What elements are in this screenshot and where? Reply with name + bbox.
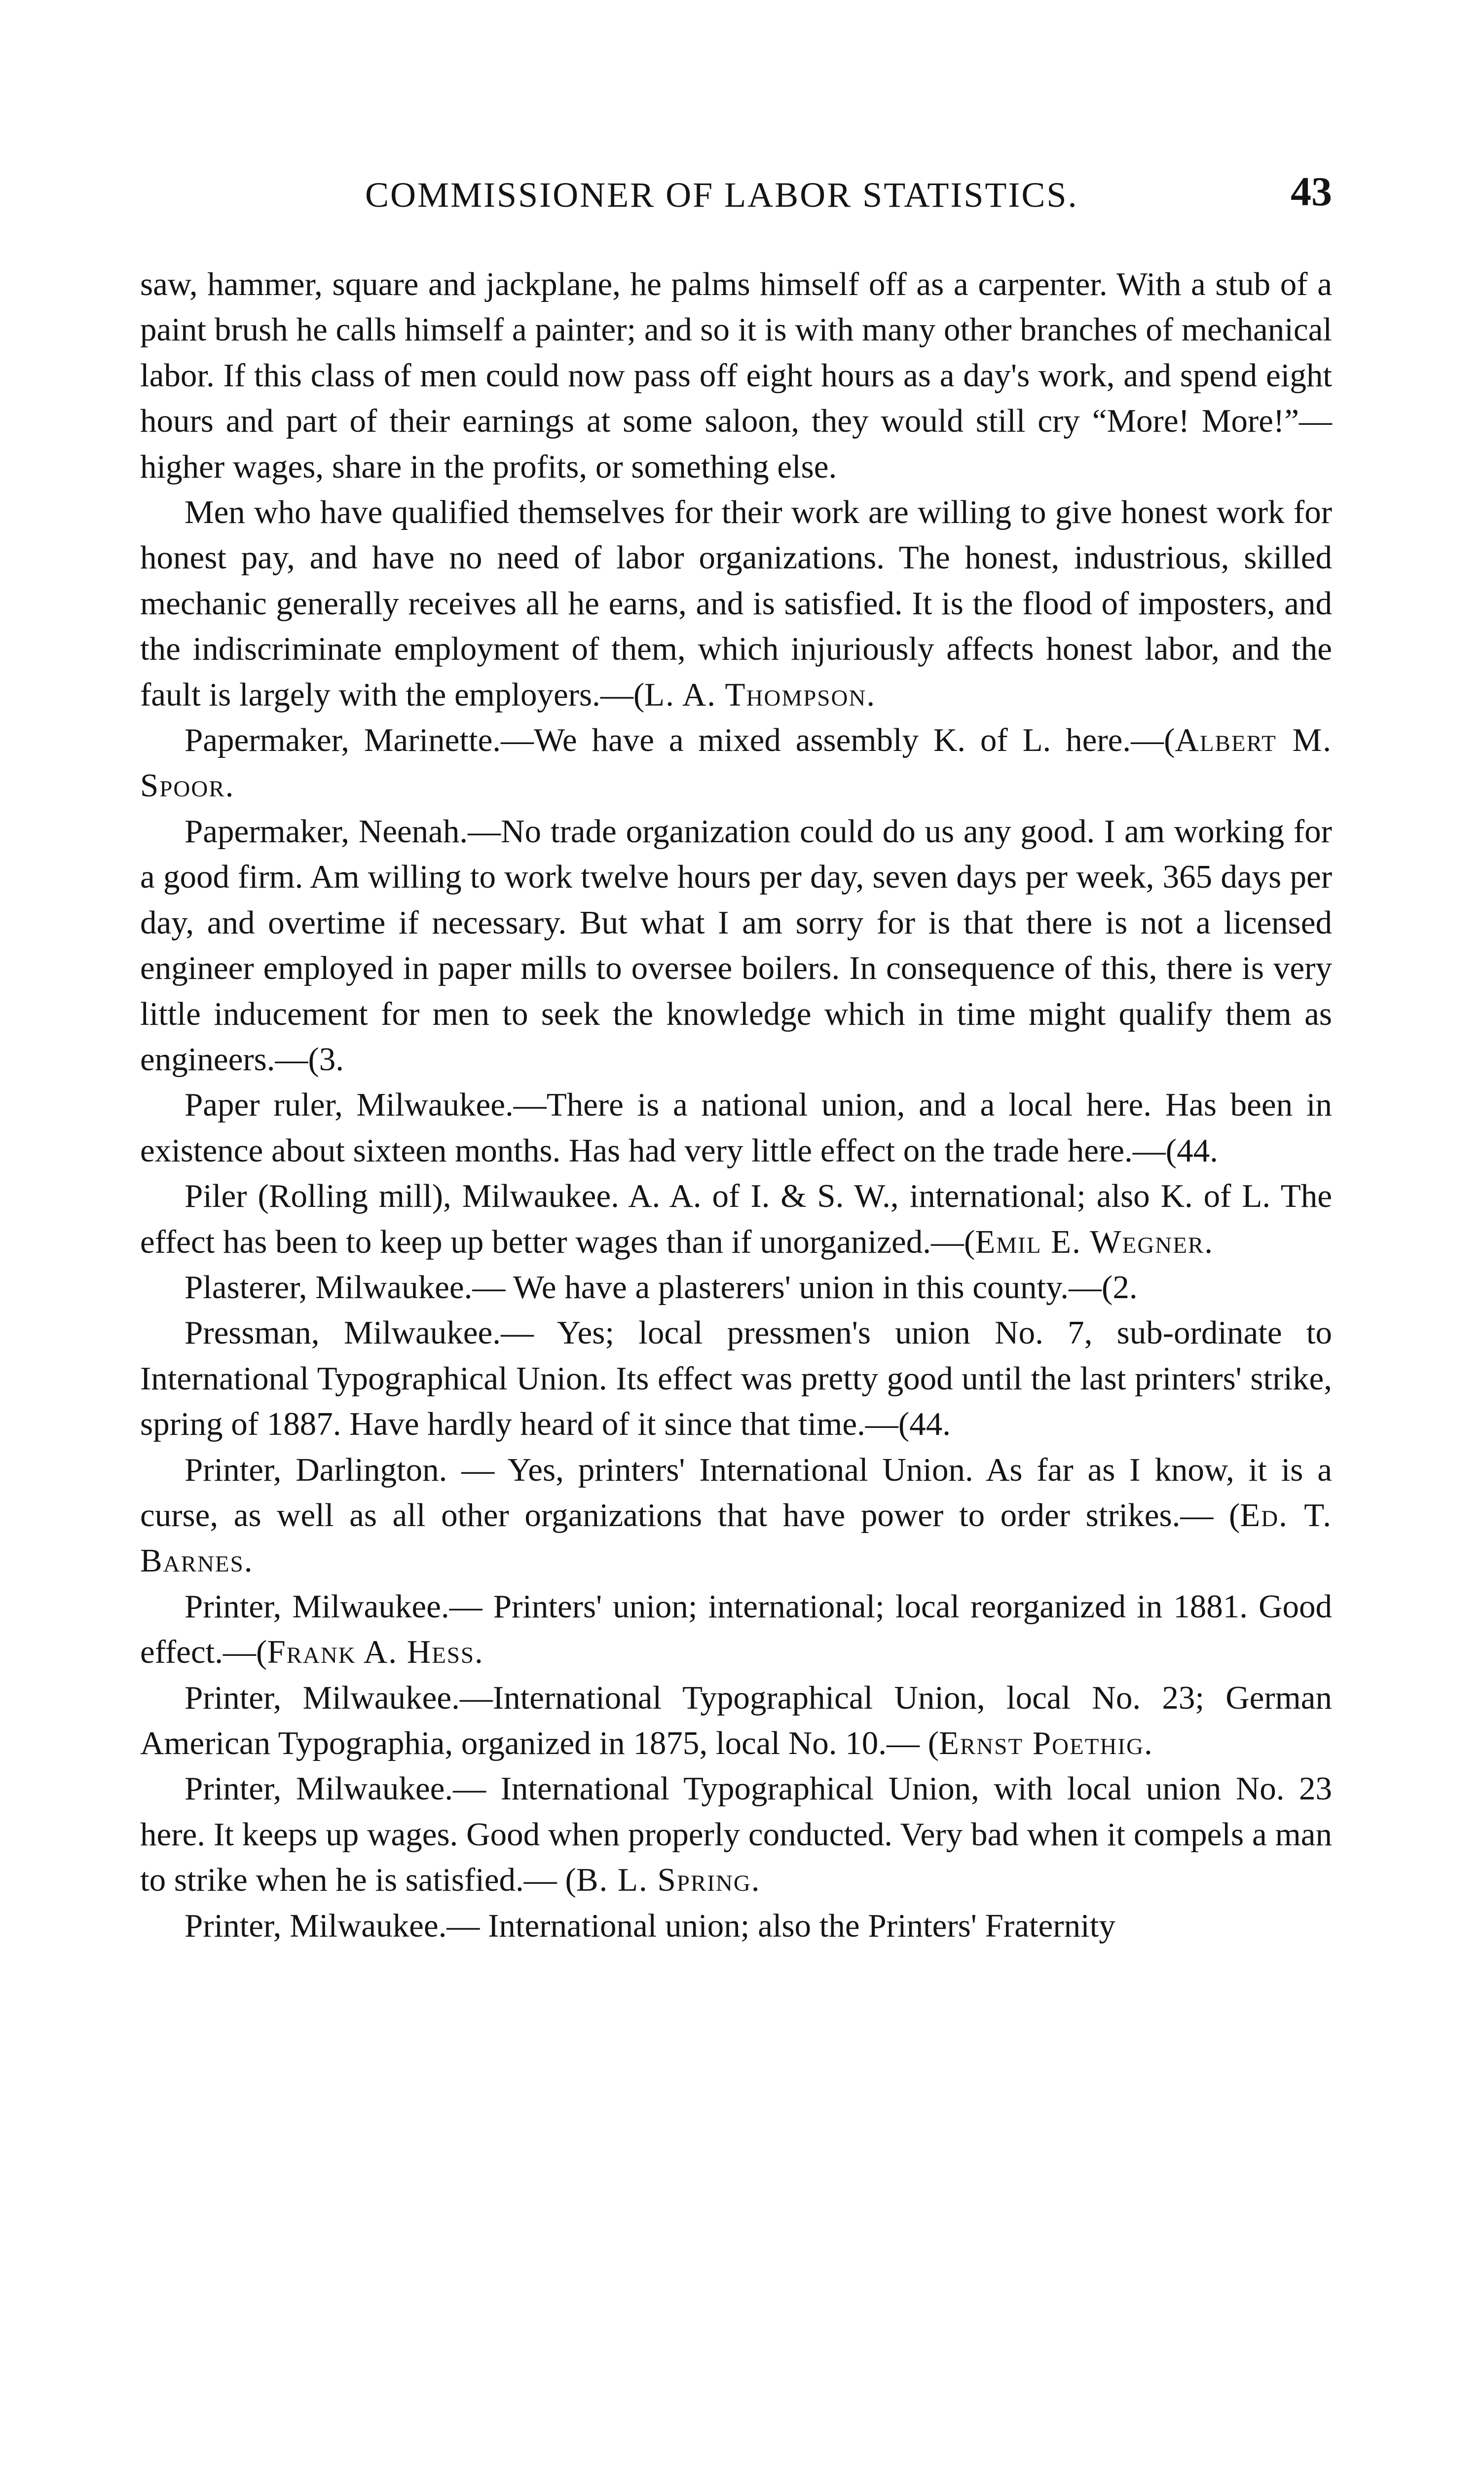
paragraph [140,1584,1332,1675]
paragraph-text: Pressman, Milwaukee.— Yes; local pressmen's union No. 7, sub-ordinate to International Typographical Union. Its effect was pretty good until the last printers' strike, spring of 1887. Have hardly heard of it since that time.—(44. [140,1314,1332,1443]
paragraph-text: Papermaker, Marinette.—We have a mixed assembly K. of L. here.—( [185,722,1175,759]
paragraph-continued [140,262,1332,489]
signature: B. L. Spring. [576,1862,761,1899]
signature: Ed. T. Barnes. [140,1496,1332,1579]
signature: Emil E. Wegner. [975,1223,1214,1260]
paragraph-text: Printer, Milwaukee.— International Typographical Union, with local union No. 23 here. It keeps up wages. Good when properly conducted. Very bad when it compels a man to strike when he is satisfied.— ( [140,1770,1332,1899]
paragraph-text: Papermaker, Neenah.—No trade organization could do us any good. I am working for a good firm. Am willing to work twelve hours per day, seven days per week, 365 days per day, and overtime if necessary. But what I am sorry for is that there is not a licensed engineer employed in paper mills to oversee boilers. In consequence of this, there is very little inducement for men to seek the knowledge which in time might qualify them as engineers.—(3. [140,813,1332,1078]
page-number: 43 [1291,169,1332,215]
paragraph [140,1310,1332,1447]
paragraph-text: Printer, Darlington. — Yes, printers' International Union. As far as I know, it is a curse, as well as all other organizations that have power to order strikes.— ( [140,1451,1332,1533]
paragraph [140,1766,1332,1903]
paragraph-text: Men who have qualified themselves for their work are willing to give honest work for honest pay, and have no need of labor organizations. The honest, industrious, skilled mechanic generally receives all he earns, and is satisfied. It is the flood of imposters, and the indiscriminate employment of them, which injuriously affects honest labor, and the fault is largely with the employers.—( [140,494,1332,713]
signature: L. A. Thompson. [644,676,876,713]
page-header [138,168,1332,227]
signature: Frank A. Hess. [267,1634,484,1671]
paragraph [140,1265,1332,1310]
paragraph-text: Printer, Milwaukee.—International Typographical Union, local No. 23; German American Typographia, organized in 1875, local No. 10.— ( [140,1679,1332,1761]
paragraph [140,1447,1332,1584]
paragraph [140,717,1332,809]
paragraph [140,1675,1332,1766]
body-text [140,262,1332,1948]
signature: Albert M. Spoor. [140,722,1332,804]
paragraph [140,1903,1332,1948]
paragraph-text: Printer, Milwaukee.— International union; also the Printers' Fraternity [185,1907,1115,1944]
running-title: COMMISSIONER OF LABOR STATISTICS. [365,175,1078,215]
paragraph-text: saw, hammer, square and jackplane, he palms himself off as a carpenter. With a stub of a paint brush he calls himself a painter; and so it is with many other branches of mechanical labor. If this class of men could now pass off eight hours as a day's work, and spend eight hours and part of their earnings at some saloon, they would still cry “More! More!”— higher wages, share in the profits, or something else. [140,266,1332,485]
paragraph [140,489,1332,717]
paragraph-text: Piler (Rolling mill), Milwaukee. A. A. of I. & S. W., international; also K. of L. The effect has been to keep up better wages than if unorganized.—( [140,1178,1332,1260]
paragraph-text: Printer, Milwaukee.— Printers' union; international; local reorganized in 1881. Good effect.—( [140,1588,1332,1671]
paragraph-text: Paper ruler, Milwaukee.—There is a national union, and a local here. Has been in existence about sixteen months. Has had very little effect on the trade here.—(44. [140,1086,1332,1169]
paragraph [140,809,1332,1082]
signature: Ernst Poethig. [939,1725,1153,1761]
paragraph-text: Plasterer, Milwaukee.— We have a plasterers' union in this county.—(2. [185,1269,1138,1306]
paragraph [140,1173,1332,1265]
paragraph [140,1082,1332,1173]
